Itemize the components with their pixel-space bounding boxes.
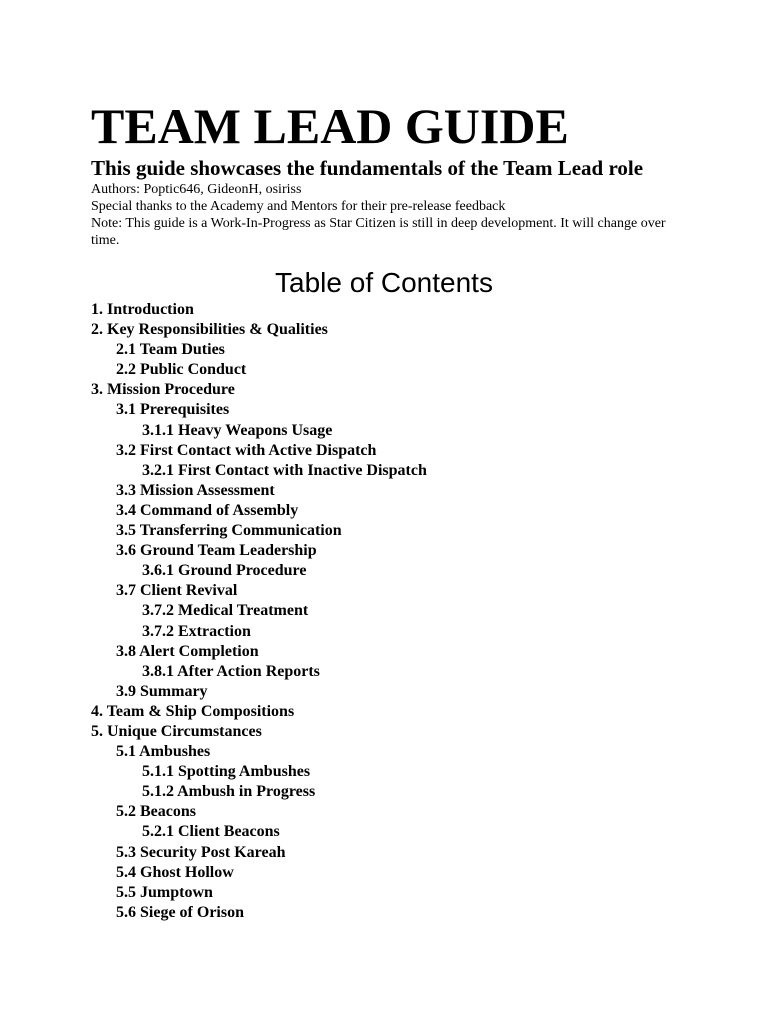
toc-entry[interactable]: 3.5 Transferring Communication (116, 522, 342, 540)
toc-entry[interactable]: 3.8 Alert Completion (116, 642, 259, 660)
toc-entry[interactable]: 3.7.2 Medical Treatment (142, 602, 309, 620)
toc-entry[interactable]: 5.1.1 Spotting Ambushes (142, 763, 311, 781)
toc-entry[interactable]: 5.1 Ambushes (116, 743, 211, 761)
authors-line: Authors: Poptic646, GideonH, osiriss (91, 182, 302, 197)
toc-entry[interactable]: 5.6 Siege of Orison (116, 903, 244, 921)
toc-entry[interactable]: 3.9 Summary (116, 682, 208, 700)
toc-entry[interactable]: 3.6.1 Ground Procedure (142, 562, 307, 580)
toc-entry[interactable]: 3.6 Ground Team Leadership (116, 542, 317, 560)
toc-entry[interactable]: 3.1.1 Heavy Weapons Usage (142, 421, 333, 439)
toc-entry[interactable]: 3.7.2 Extraction (142, 622, 251, 640)
toc-entry[interactable]: 5.3 Security Post Kareah (116, 843, 286, 861)
toc-entry[interactable]: 3. Mission Procedure (91, 381, 235, 399)
toc-entry[interactable]: 3.2.1 First Contact with Inactive Dispatch (142, 461, 427, 479)
toc-entry[interactable]: 5.2.1 Client Beacons (142, 823, 280, 841)
toc-entry[interactable]: 3.8.1 After Action Reports (142, 662, 320, 680)
toc-entry[interactable]: 5.1.2 Ambush in Progress (142, 783, 316, 801)
toc-entry[interactable]: 5.5 Jumptown (116, 883, 213, 901)
document-subtitle: This guide showcases the fundamentals of the Team Lead role (91, 156, 644, 180)
toc-entry[interactable]: 1. Introduction (91, 301, 194, 318)
toc-entry[interactable]: 3.1 Prerequisites (116, 401, 230, 419)
toc-entry[interactable]: 2.1 Team Duties (116, 341, 225, 359)
toc-heading: Table of Contents (275, 267, 493, 298)
toc-entry[interactable]: 5.4 Ghost Hollow (116, 863, 234, 881)
toc-list (91, 300, 691, 923)
note-line: Note: This guide is a Work-In-Progress as Star Citizen is still in deep development. It will change over time. (91, 216, 666, 248)
toc-entry[interactable]: 2. Key Responsibilities & Qualities (91, 321, 328, 339)
document-meta (91, 181, 681, 249)
toc-entry[interactable]: 5.2 Beacons (116, 803, 196, 821)
thanks-line: Special thanks to the Academy and Mentors for their pre-release feedback (91, 199, 506, 214)
toc-entry[interactable]: 3.3 Mission Assessment (116, 481, 275, 499)
toc-entry[interactable]: 3.2 First Contact with Active Dispatch (116, 441, 377, 459)
toc-entry[interactable]: 3.4 Command of Assembly (116, 501, 299, 519)
toc-entry[interactable]: 3.7 Client Revival (116, 582, 238, 600)
toc-entry[interactable]: 4. Team & Ship Compositions (91, 702, 295, 720)
toc-entry[interactable]: 5. Unique Circumstances (91, 722, 262, 740)
document-title: TEAM LEAD GUIDE (91, 98, 569, 154)
toc-entry[interactable]: 2.2 Public Conduct (116, 361, 247, 379)
